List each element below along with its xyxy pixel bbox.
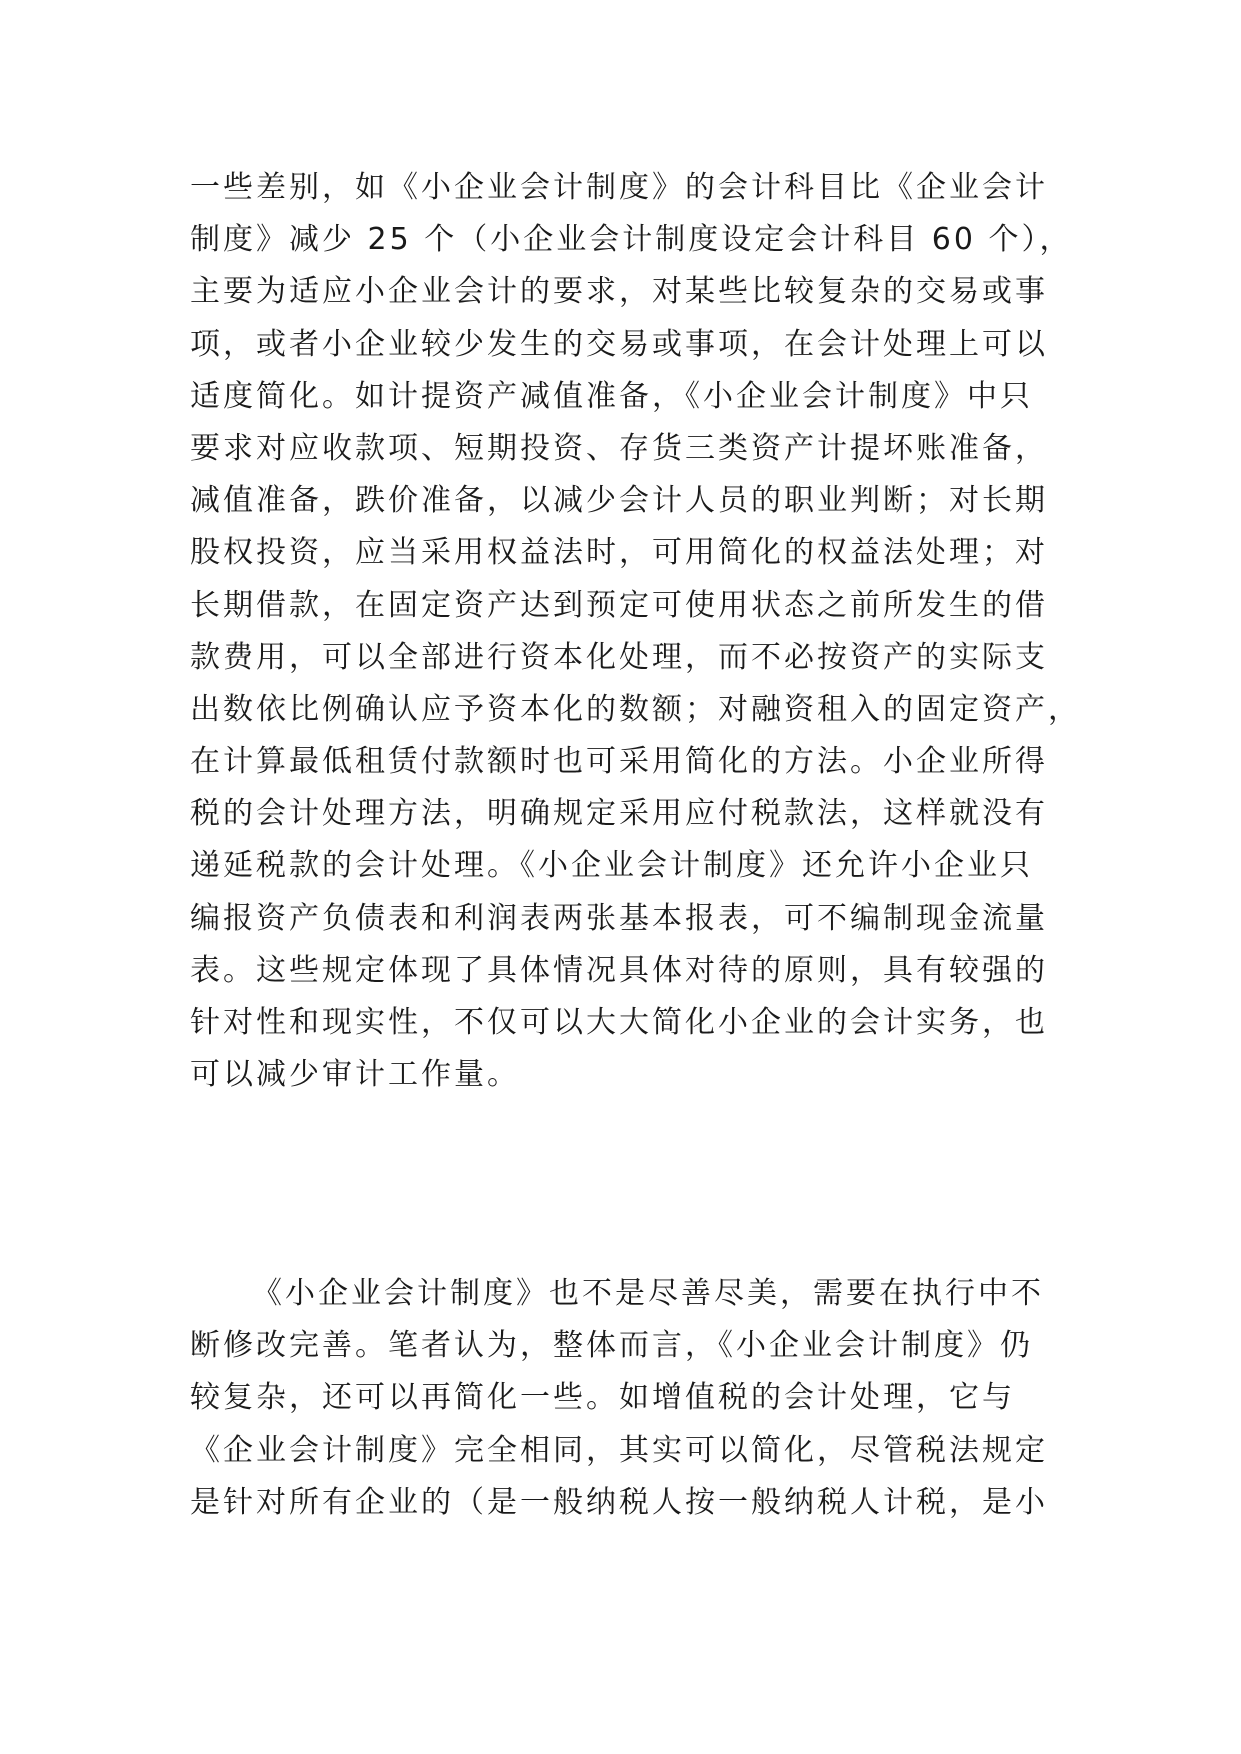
paragraph-1-line: 主要为适应小企业会计的要求，对某些比较复杂的交易或事 — [190, 274, 1048, 310]
paragraph-1-line: 递延税款的会计处理。《小企业会计制度》还允许小企业只 — [190, 848, 1033, 884]
paragraph-2-line: 较复杂，还可以再简化一些。如增值税的会计处理，它与 — [190, 1380, 1015, 1416]
paragraph-1-line: 项，或者小企业较少发生的交易或事项，在会计处理上可以 — [190, 326, 1048, 362]
paragraph-2-line: 《小企业会计制度》也不是尽善尽美，需要在执行中不 — [252, 1276, 1044, 1311]
paragraph-1-line: 税的会计处理方法，明确规定采用应付税款法，这样就没有 — [190, 796, 1048, 832]
paragraph-1-line: 要求对应收款项、短期投资、存货三类资产计提坏账准备， — [190, 430, 1048, 466]
paragraph-1-line: 一些差别，如《小企业会计制度》的会计科目比《企业会计 — [190, 170, 1048, 205]
paragraph-1-line: 长期借款，在固定资产达到预定可使用状态之前所发生的借 — [190, 587, 1048, 623]
paragraph-1 — [190, 162, 1081, 1101]
paragraph-1-line: 股权投资，应当采用权益法时，可用简化的权益法处理；对 — [190, 535, 1048, 571]
paragraph-2-line: 《企业会计制度》完全相同，其实可以简化，尽管税法规定 — [190, 1432, 1048, 1468]
paragraph-1-line: 适度简化。如计提资产减值准备，《小企业会计制度》中只 — [190, 378, 1033, 414]
paragraph-1-line: 出数依比例确认应予资本化的数额；对融资租入的固定资产， — [190, 691, 1081, 727]
paragraph-2-line: 是针对所有企业的（是一般纳税人按一般纳税人计税，是小 — [190, 1484, 1048, 1520]
paragraph-1-line: 表。这些规定体现了具体情况具体对待的原则，具有较强的 — [190, 952, 1048, 988]
paragraph-2-line: 断修改完善。笔者认为，整体而言，《小企业会计制度》仍 — [190, 1328, 1033, 1364]
paragraph-1-line: 针对性和现实性，不仅可以大大简化小企业的会计实务，也 — [190, 1005, 1048, 1040]
paragraph-2 — [190, 1268, 1050, 1529]
paragraph-1-line: 制度》减少 25 个（小企业会计制度设定会计科目 60 个）， — [190, 222, 1073, 258]
paragraph-1-line: 款费用，可以全部进行资本化处理，而不必按资产的实际支 — [190, 639, 1048, 675]
paragraph-1-line: 减值准备，跌价准备，以减少会计人员的职业判断；对长期 — [190, 483, 1048, 519]
paragraph-1-line: 编报资产负债表和利润表两张基本报表，可不编制现金流量 — [190, 900, 1048, 936]
paragraph-1-line: 可以减少审计工作量。 — [190, 1057, 520, 1093]
paragraph-1-line: 在计算最低租赁付款额时也可采用简化的方法。小企业所得 — [190, 744, 1048, 780]
